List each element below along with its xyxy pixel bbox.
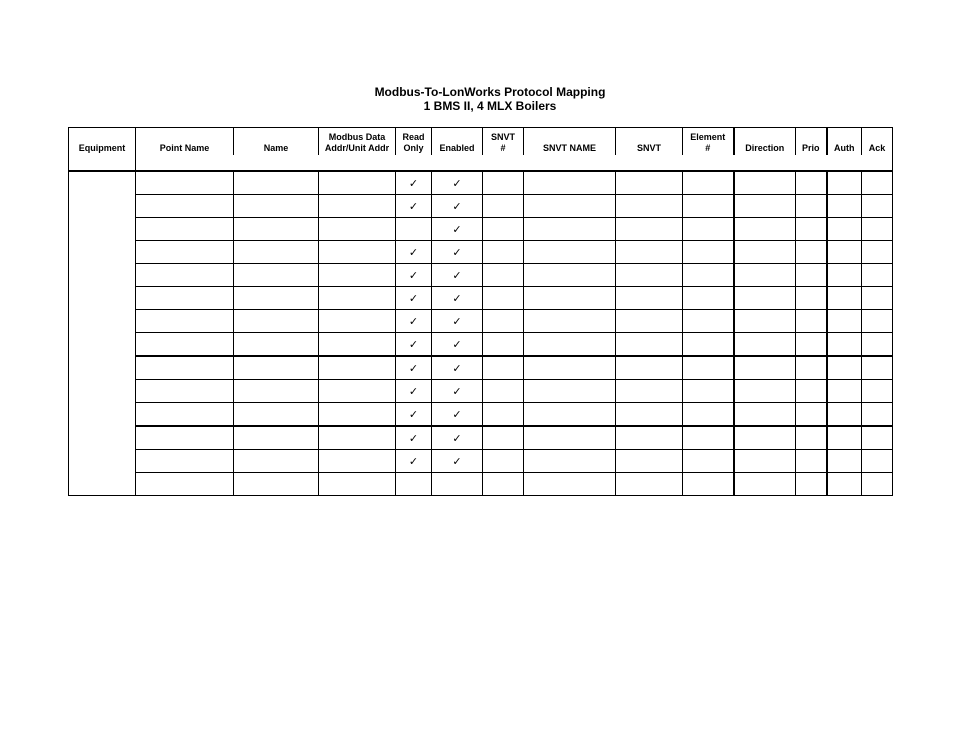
snvt-cell	[616, 310, 683, 333]
snvt-name-cell	[524, 473, 616, 496]
modbus-addr-cell	[319, 218, 396, 241]
prio-cell	[796, 356, 827, 380]
modbus-addr-cell	[319, 171, 396, 195]
snvt-name-cell	[524, 241, 616, 264]
col-header-name: Name	[234, 128, 319, 156]
read-only-cell	[396, 287, 432, 310]
read-only-cell	[396, 171, 432, 195]
checkmark-icon: ✓	[408, 454, 419, 468]
direction-cell	[734, 241, 796, 264]
auth-cell	[827, 356, 862, 380]
checkmark-icon: ✓	[452, 454, 462, 468]
modbus-addr-cell	[319, 264, 396, 287]
ack-cell	[862, 171, 893, 195]
name-cell	[234, 287, 319, 310]
element-num-cell	[683, 356, 734, 380]
element-num-cell	[683, 287, 734, 310]
snvt-num-cell	[483, 287, 524, 310]
ack-cell	[862, 403, 893, 427]
element-num-cell	[683, 450, 734, 473]
direction-cell	[734, 195, 796, 218]
modbus-addr-cell	[319, 450, 396, 473]
enabled-cell	[432, 403, 483, 427]
checkmark-icon: ✓	[452, 314, 462, 328]
table-row	[69, 287, 893, 310]
checkmark-icon: ✓	[408, 361, 419, 375]
ack-cell	[862, 241, 893, 264]
direction-cell	[734, 333, 796, 357]
checkmark-icon: ✓	[452, 245, 462, 259]
prio-cell	[796, 171, 827, 195]
ack-cell	[862, 287, 893, 310]
table-row	[69, 218, 893, 241]
page-subtitle: 1 BMS II, 4 MLX Boilers	[423, 99, 557, 113]
auth-cell	[827, 380, 862, 403]
auth-cell	[827, 333, 862, 357]
prio-cell	[796, 426, 827, 450]
name-cell	[234, 195, 319, 218]
element-num-cell	[683, 171, 734, 195]
prio-cell	[796, 473, 827, 496]
table-row	[69, 450, 893, 473]
enabled-cell	[432, 473, 483, 496]
read-only-cell	[396, 195, 432, 218]
col-header-element-num: Element #	[683, 128, 734, 156]
ack-cell	[862, 195, 893, 218]
equipment-cell	[69, 155, 136, 171]
separator-row	[69, 155, 893, 171]
direction-cell	[734, 473, 796, 496]
element-num-cell	[683, 426, 734, 450]
auth-cell	[827, 287, 862, 310]
point-name-cell	[136, 473, 234, 496]
ack-cell	[862, 473, 893, 496]
checkmark-icon: ✓	[452, 337, 462, 351]
snvt-name-cell	[524, 310, 616, 333]
table-row	[69, 380, 893, 403]
name-cell	[234, 333, 319, 357]
snvt-num-cell	[483, 171, 524, 195]
enabled-cell	[432, 333, 483, 357]
snvt-num-cell	[483, 218, 524, 241]
checkmark-icon: ✓	[408, 199, 419, 213]
enabled-cell	[432, 171, 483, 195]
modbus-addr-cell	[319, 310, 396, 333]
modbus-addr-cell	[319, 426, 396, 450]
element-num-cell	[683, 310, 734, 333]
auth-cell	[827, 171, 862, 195]
snvt-cell	[616, 264, 683, 287]
point-name-cell	[136, 287, 234, 310]
checkmark-icon: ✓	[408, 245, 419, 259]
direction-cell	[734, 287, 796, 310]
snvt-name-cell	[524, 380, 616, 403]
snvt-num-cell	[483, 241, 524, 264]
modbus-addr-cell	[319, 287, 396, 310]
snvt-cell	[616, 356, 683, 380]
snvt-num-cell	[483, 426, 524, 450]
table-row	[69, 403, 893, 427]
enabled-cell	[432, 356, 483, 380]
name-cell	[234, 380, 319, 403]
snvt-num-cell	[483, 473, 524, 496]
name-cell	[234, 450, 319, 473]
checkmark-icon: ✓	[452, 407, 462, 421]
enabled-cell	[432, 241, 483, 264]
read-only-cell	[396, 310, 432, 333]
ack-cell	[862, 380, 893, 403]
checkmark-icon: ✓	[408, 268, 419, 282]
checkmark-icon: ✓	[452, 361, 462, 375]
modbus-addr-cell	[319, 403, 396, 427]
element-num-cell	[683, 195, 734, 218]
prio-cell	[796, 241, 827, 264]
prio-cell	[796, 287, 827, 310]
snvt-num-cell	[483, 310, 524, 333]
snvt-num-cell	[483, 264, 524, 287]
checkmark-icon: ✓	[408, 337, 419, 351]
separator-cell	[136, 155, 893, 171]
auth-cell	[827, 195, 862, 218]
auth-cell	[827, 218, 862, 241]
col-header-ack: Ack	[862, 128, 893, 156]
col-header-read-only: Read Only	[396, 128, 432, 156]
col-header-modbus-addr: Modbus Data Addr/Unit Addr	[319, 128, 396, 156]
point-name-cell	[136, 241, 234, 264]
prio-cell	[796, 310, 827, 333]
point-name-cell	[136, 218, 234, 241]
table-row	[69, 171, 893, 195]
ack-cell	[862, 333, 893, 357]
auth-cell	[827, 241, 862, 264]
name-cell	[234, 356, 319, 380]
auth-cell	[827, 403, 862, 427]
snvt-cell	[616, 241, 683, 264]
ack-cell	[862, 450, 893, 473]
ack-cell	[862, 218, 893, 241]
snvt-cell	[616, 333, 683, 357]
table-row	[69, 310, 893, 333]
direction-cell	[734, 264, 796, 287]
prio-cell	[796, 403, 827, 427]
direction-cell	[734, 310, 796, 333]
checkmark-icon: ✓	[408, 407, 419, 421]
snvt-name-cell	[524, 218, 616, 241]
table-row	[69, 473, 893, 496]
snvt-name-cell	[524, 403, 616, 427]
checkmark-icon: ✓	[408, 291, 419, 305]
snvt-cell	[616, 403, 683, 427]
snvt-name-cell	[524, 426, 616, 450]
enabled-cell	[432, 380, 483, 403]
snvt-name-cell	[524, 264, 616, 287]
col-header-prio: Prio	[796, 128, 827, 156]
snvt-name-cell	[524, 287, 616, 310]
snvt-num-cell	[483, 403, 524, 427]
modbus-addr-cell	[319, 380, 396, 403]
modbus-addr-cell	[319, 333, 396, 357]
name-cell	[234, 473, 319, 496]
read-only-cell	[396, 450, 432, 473]
direction-cell	[734, 171, 796, 195]
enabled-cell	[432, 218, 483, 241]
element-num-cell	[683, 241, 734, 264]
read-only-cell	[396, 333, 432, 357]
checkmark-icon: ✓	[452, 199, 462, 213]
name-cell	[234, 264, 319, 287]
checkmark-icon: ✓	[452, 291, 462, 305]
direction-cell	[734, 218, 796, 241]
checkmark-icon: ✓	[452, 431, 462, 445]
auth-cell	[827, 310, 862, 333]
header-row	[69, 128, 893, 156]
element-num-cell	[683, 264, 734, 287]
snvt-cell	[616, 380, 683, 403]
element-num-cell	[683, 380, 734, 403]
snvt-name-cell	[524, 171, 616, 195]
prio-cell	[796, 380, 827, 403]
table-row	[69, 356, 893, 380]
snvt-cell	[616, 287, 683, 310]
direction-cell	[734, 380, 796, 403]
element-num-cell	[683, 403, 734, 427]
point-name-cell	[136, 403, 234, 427]
checkmark-icon: ✓	[452, 384, 462, 398]
name-cell	[234, 403, 319, 427]
snvt-cell	[616, 171, 683, 195]
auth-cell	[827, 450, 862, 473]
snvt-cell	[616, 450, 683, 473]
element-num-cell	[683, 218, 734, 241]
name-cell	[234, 426, 319, 450]
snvt-name-cell	[524, 333, 616, 357]
snvt-name-cell	[524, 450, 616, 473]
element-num-cell	[683, 333, 734, 357]
direction-cell	[734, 403, 796, 427]
point-name-cell	[136, 333, 234, 357]
checkmark-icon: ✓	[408, 314, 419, 328]
col-header-enabled: Enabled	[432, 128, 483, 156]
enabled-cell	[432, 287, 483, 310]
enabled-cell	[432, 450, 483, 473]
col-header-point-name: Point Name	[136, 128, 234, 156]
prio-cell	[796, 195, 827, 218]
name-cell	[234, 241, 319, 264]
col-header-equipment: Equipment	[69, 128, 136, 156]
enabled-cell	[432, 426, 483, 450]
prio-cell	[796, 450, 827, 473]
snvt-num-cell	[483, 450, 524, 473]
col-header-snvt: SNVT	[616, 128, 683, 156]
snvt-cell	[616, 473, 683, 496]
direction-cell	[734, 356, 796, 380]
page-title: Modbus-To-LonWorks Protocol Mapping	[374, 85, 606, 99]
table-row	[69, 426, 893, 450]
point-name-cell	[136, 356, 234, 380]
prio-cell	[796, 333, 827, 357]
point-name-cell	[136, 310, 234, 333]
enabled-cell	[432, 264, 483, 287]
point-name-cell	[136, 450, 234, 473]
read-only-cell	[396, 426, 432, 450]
ack-cell	[862, 426, 893, 450]
read-only-cell	[396, 218, 432, 241]
ack-cell	[862, 310, 893, 333]
read-only-cell	[396, 264, 432, 287]
auth-cell	[827, 473, 862, 496]
checkmark-icon: ✓	[452, 176, 462, 190]
point-name-cell	[136, 195, 234, 218]
snvt-cell	[616, 195, 683, 218]
prio-cell	[796, 264, 827, 287]
point-name-cell	[136, 380, 234, 403]
read-only-cell	[396, 403, 432, 427]
modbus-addr-cell	[319, 241, 396, 264]
snvt-num-cell	[483, 380, 524, 403]
checkmark-icon: ✓	[452, 222, 462, 236]
snvt-cell	[616, 218, 683, 241]
snvt-cell	[616, 426, 683, 450]
read-only-cell	[396, 241, 432, 264]
table-row	[69, 264, 893, 287]
checkmark-icon: ✓	[452, 268, 462, 282]
name-cell	[234, 218, 319, 241]
modbus-addr-cell	[319, 356, 396, 380]
snvt-name-cell	[524, 195, 616, 218]
col-header-snvt-name: SNVT NAME	[524, 128, 616, 156]
protocol-mapping-table	[68, 127, 893, 496]
element-num-cell	[683, 473, 734, 496]
snvt-num-cell	[483, 356, 524, 380]
ack-cell	[862, 264, 893, 287]
snvt-name-cell	[524, 356, 616, 380]
snvt-num-cell	[483, 333, 524, 357]
read-only-cell	[396, 473, 432, 496]
modbus-addr-cell	[319, 473, 396, 496]
col-header-direction: Direction	[734, 128, 796, 156]
direction-cell	[734, 426, 796, 450]
prio-cell	[796, 218, 827, 241]
point-name-cell	[136, 171, 234, 195]
table-row	[69, 333, 893, 357]
ack-cell	[862, 356, 893, 380]
col-header-auth: Auth	[827, 128, 862, 156]
enabled-cell	[432, 195, 483, 218]
point-name-cell	[136, 264, 234, 287]
read-only-cell	[396, 356, 432, 380]
read-only-cell	[396, 380, 432, 403]
name-cell	[234, 310, 319, 333]
checkmark-icon: ✓	[408, 176, 419, 190]
snvt-num-cell	[483, 195, 524, 218]
enabled-cell	[432, 310, 483, 333]
col-header-snvt-num: SNVT #	[483, 128, 524, 156]
modbus-addr-cell	[319, 195, 396, 218]
table-row	[69, 195, 893, 218]
direction-cell	[734, 450, 796, 473]
equipment-cell	[69, 171, 136, 496]
point-name-cell	[136, 426, 234, 450]
checkmark-icon: ✓	[408, 384, 419, 398]
auth-cell	[827, 264, 862, 287]
name-cell	[234, 171, 319, 195]
checkmark-icon: ✓	[408, 431, 419, 445]
auth-cell	[827, 426, 862, 450]
table-row	[69, 241, 893, 264]
